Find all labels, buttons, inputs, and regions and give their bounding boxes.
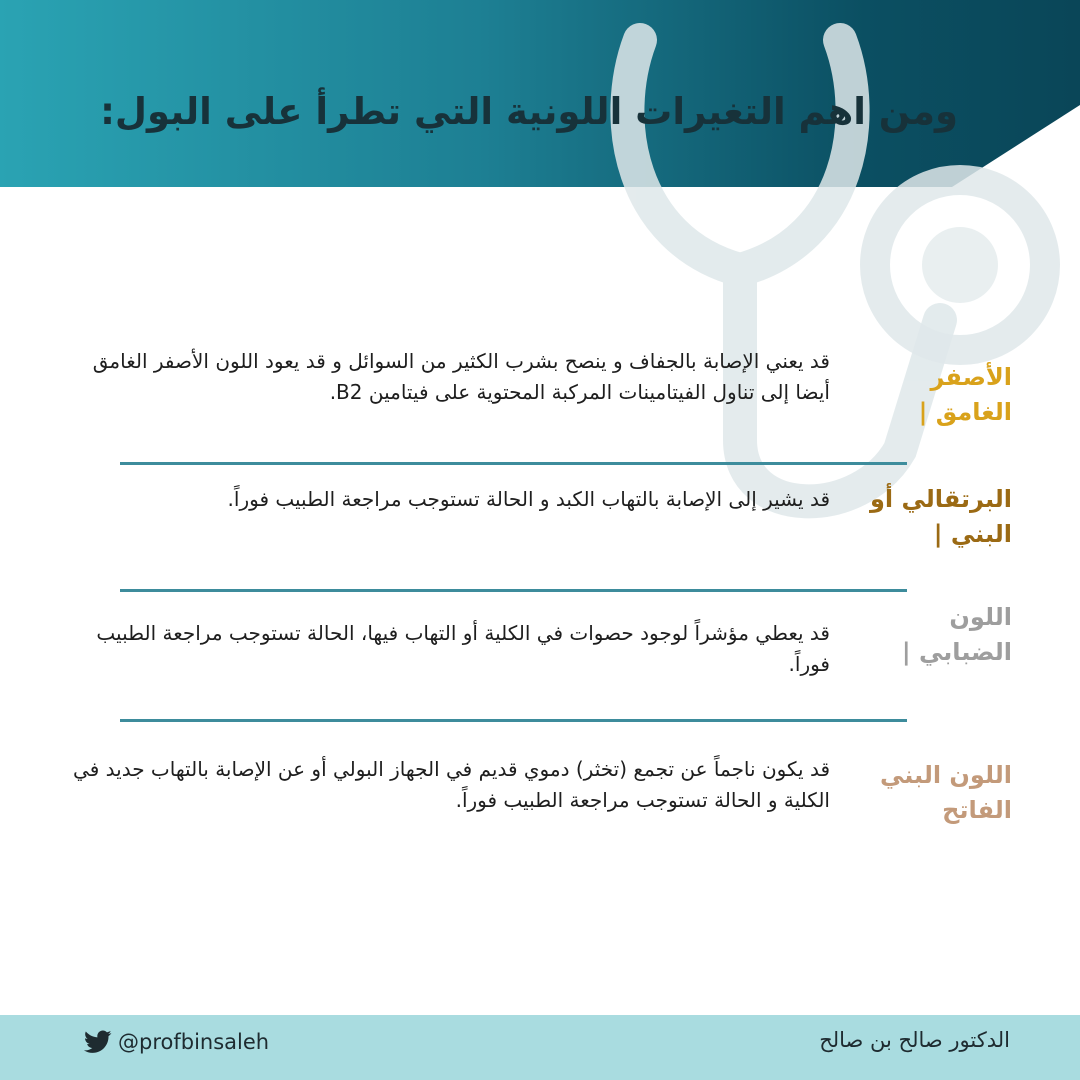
divider: [120, 589, 907, 592]
twitter-handle-link[interactable]: [84, 1026, 269, 1058]
divider: [120, 719, 907, 722]
color-label-cloudy: اللون الضبابي |: [901, 603, 1012, 666]
divider: [120, 462, 907, 465]
color-description-cloudy: قد يعطي مؤشراً لوجود حصوات في الكلية أو التهاب فيها، الحالة تستوجب مراجعة الطبيب فوراً.: [96, 621, 830, 676]
stethoscope-icon: [600, 0, 1080, 560]
color-label-dark-yellow: الأصفر الغامق |: [918, 363, 1012, 426]
twitter-bird-icon: [84, 1030, 112, 1054]
color-label-light-brown: اللون البني الفاتح: [879, 761, 1012, 824]
twitter-handle-text: @profbinsaleh: [118, 1030, 270, 1054]
color-description-light-brown: قد يكون ناجماً عن تجمع (تخثر) دموي قديم في الجهاز البولي أو عن الإصابة بالتهاب جديد في الكلية و الحالة تستوجب مراجعة الطبيب فوراً.: [73, 757, 830, 812]
author-name: الدكتور صالح بن صالح: [819, 1028, 1010, 1052]
page-title: ومن اهم التغيرات اللونية التي تطرأ على البول:: [100, 90, 958, 133]
color-label-orange-brown: البرتقالي أو البني |: [869, 485, 1012, 548]
color-description-orange-brown: قد يشير إلى الإصابة بالتهاب الكبد و الحالة تستوجب مراجعة الطبيب فوراً.: [227, 487, 830, 511]
color-description-dark-yellow: قد يعني الإصابة بالجفاف و ينصح بشرب الكثير من السوائل و قد يعود اللون الأصفر الغامق أيضا إلى تناول الفيتامينات المركبة المحتوية على فيتامين B2.: [92, 349, 830, 404]
